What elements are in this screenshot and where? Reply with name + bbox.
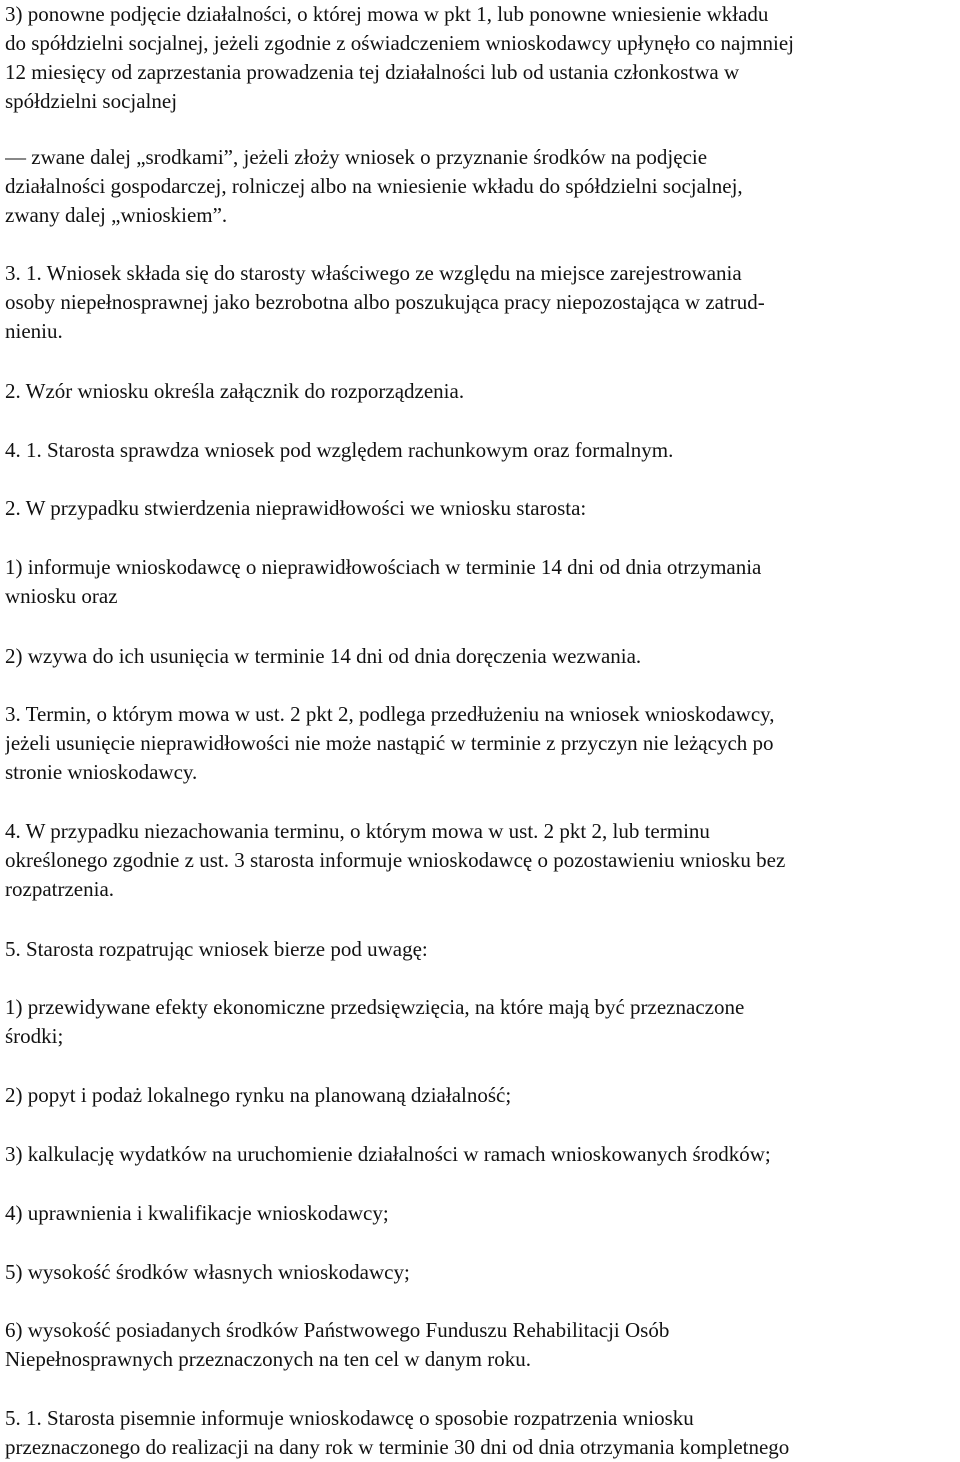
text-line: Niepełnosprawnych przeznaczonych na ten cel w danym roku. — [5, 1347, 531, 1371]
paragraph-zwane-dalej — [5, 143, 955, 230]
text-line: 4) uprawnienia i kwalifikacje wnioskodawcy; — [5, 1201, 389, 1225]
text-line: działalności gospodarczej, rolniczej albo na wniesienie wkładu do spółdzielni socjalnej, — [5, 174, 743, 198]
text-line: do spółdzielni socjalnej, jeżeli zgodnie z oświadczeniem wnioskodawcy upłynęło co najmniej — [5, 31, 795, 55]
paragraph-pkt-3 — [5, 0, 955, 116]
paragraph-par-4-ust-2 — [5, 494, 955, 523]
text-line: stronie wnioskodawcy. — [5, 760, 198, 784]
text-line: 4. W przypadku niezachowania terminu, o którym mowa w ust. 2 pkt 2, lub terminu — [5, 819, 710, 843]
paragraph-par-4-ust-5-pkt-4 — [5, 1199, 955, 1228]
paragraph-par-4-ust-2-pkt-1 — [5, 553, 955, 611]
text-line: 5) wysokość środków własnych wnioskodawcy; — [5, 1260, 410, 1284]
paragraph-par-4-ust-5 — [5, 935, 955, 964]
paragraph-par-4-ust-5-pkt-2 — [5, 1081, 955, 1110]
text-line: 3. 1. Wniosek składa się do starosty właściwego ze względu na miejsce zarejestrowania — [5, 261, 742, 285]
text-line: określonego zgodnie z ust. 3 starosta informuje wnioskodawcę o pozostawieniu wniosku bez — [5, 848, 786, 872]
text-line: 2. Wzór wniosku określa załącznik do rozporządzenia. — [5, 379, 465, 403]
text-line: 4. 1. Starosta sprawdza wniosek pod względem rachunkowym oraz formalnym. — [5, 438, 674, 462]
text-line: — zwane dalej „srodkami”, jeżeli złoży wniosek o przyznanie środków na podjęcie — [5, 145, 708, 169]
text-line: 3. Termin, o którym mowa w ust. 2 pkt 2, podlega przedłużeniu na wniosek wnioskodawcy, — [5, 702, 775, 726]
text-line: osoby niepełnosprawnej jako bezrobotna albo poszukująca pracy niepozostająca w zatrud- — [5, 290, 765, 314]
paragraph-par-4-ust-5-pkt-3 — [5, 1140, 955, 1169]
text-line: 5. 1. Starosta pisemnie informuje wnioskodawcę o sposobie rozpatrzenia wniosku — [5, 1406, 694, 1430]
text-line: 1) przewidywane efekty ekonomiczne przedsięwzięcia, na które mają być przeznaczone — [5, 995, 745, 1019]
text-line: jeżeli usunięcie nieprawidłowości nie może nastąpić w terminie z przyczyn nie leżących po — [5, 731, 774, 755]
paragraph-par-4-ust-5-pkt-1 — [5, 993, 955, 1051]
text-line: zwany dalej „wnioskiem”. — [5, 203, 228, 227]
paragraph-par-4-ust-4 — [5, 817, 955, 904]
text-line: 12 miesięcy od zaprzestania prowadzenia tej działalności lub od ustania członkostwa w — [5, 60, 740, 84]
paragraph-par-4-ust-3 — [5, 700, 955, 787]
paragraph-par-3-ust-2 — [5, 377, 955, 406]
text-line: środki; — [5, 1024, 64, 1048]
paragraph-par-4-ust-5-pkt-5 — [5, 1258, 955, 1287]
paragraph-par-4-ust-5-pkt-6 — [5, 1316, 955, 1374]
text-line: 6) wysokość posiadanych środków Państwowego Funduszu Rehabilitacji Osób — [5, 1318, 670, 1342]
text-line: rozpatrzenia. — [5, 877, 115, 901]
text-line: wniosku oraz — [5, 584, 118, 608]
text-line: przeznaczonego do realizacji na dany rok w terminie 30 dni od dnia otrzymania kompletnego — [5, 1435, 790, 1459]
text-line: 1) informuje wnioskodawcę o nieprawidłowościach w terminie 14 dni od dnia otrzymania — [5, 555, 762, 579]
paragraph-par-4-ust-2-pkt-2 — [5, 642, 955, 671]
text-line: 2) popyt i podaż lokalnego rynku na planowaną działalność; — [5, 1083, 512, 1107]
paragraph-par-5-ust-1 — [5, 1404, 955, 1462]
text-line: nieniu. — [5, 319, 63, 343]
text-line: 2. W przypadku stwierdzenia nieprawidłowości we wniosku starosta: — [5, 496, 587, 520]
text-line: spółdzielni socjalnej — [5, 89, 178, 113]
text-line: 2) wzywa do ich usunięcia w terminie 14 dni od dnia doręczenia wezwania. — [5, 644, 642, 668]
paragraph-par-3-ust-1 — [5, 259, 955, 346]
text-line: 3) ponowne podjęcie działalności, o której mowa w pkt 1, lub ponowne wniesienie wkładu — [5, 2, 769, 26]
paragraph-par-4-ust-1 — [5, 436, 955, 465]
text-line: 3) kalkulację wydatków na uruchomienie działalności w ramach wnioskowanych środków; — [5, 1142, 771, 1166]
text-line: 5. Starosta rozpatrując wniosek bierze pod uwagę: — [5, 937, 428, 961]
